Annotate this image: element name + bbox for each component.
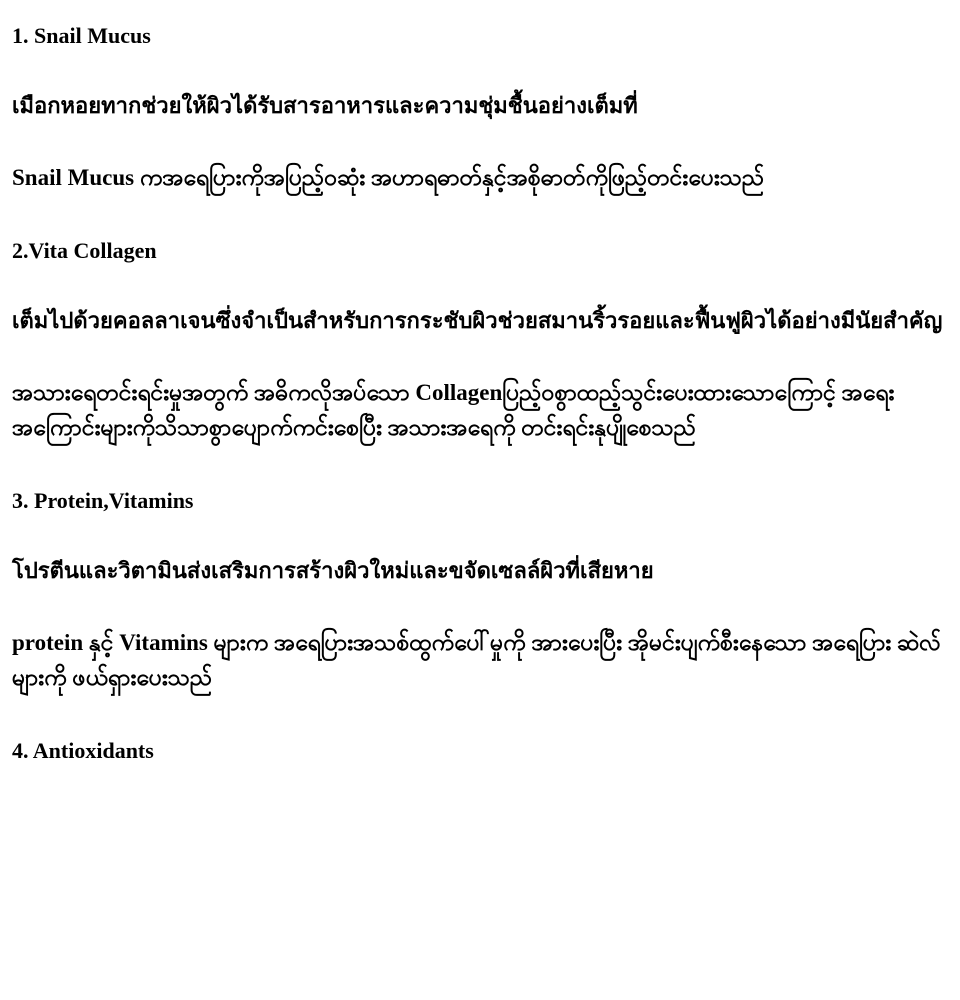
- section-heading: 4. Antioxidants: [12, 738, 154, 763]
- section-snail-mucus: [12, 20, 948, 195]
- burmese-description: အသားရေတင်းရင်းမှုအတွက် အဓိကလိုအပ်သော Collagenပြည့်ဝစွာထည့်သွင်းပေးထားသောကြောင့် အရေးအကြောင်းများကိုသိသာစွာပျောက်ကင်းစေပြီး အသားအရေကို တင်းရင်းနုပျိုစေသည်: [12, 380, 895, 440]
- section-vita-collagen: [12, 235, 948, 445]
- document-body: [12, 20, 948, 805]
- section-heading: 3. Protein,Vitamins: [12, 488, 194, 513]
- section-protein-vitamins: [12, 485, 948, 695]
- burmese-description: protein နှင့် Vitamins များက အရေပြားအသစ်ထွက်ပေါ်မှုကို အားပေးပြီး အိုမင်းပျက်စီးနေသော အရေပြား ဆဲလ် များကို ဖယ်ရှားပေးသည်: [12, 630, 941, 690]
- thai-description: โปรตีนและวิตามินส่งเสริมการสร้างผิวใหม่และขจัดเซลล์ผิวที่เสียหาย: [12, 559, 654, 584]
- thai-description: เมือกหอยทากช่วยให้ผิวได้รับสารอาหารและความชุ่มชื้นอย่างเต็มที่: [12, 94, 638, 119]
- section-antioxidants: [12, 735, 948, 767]
- burmese-description: Snail Mucus ကအရေပြားကိုအပြည့်ဝဆုံး အဟာရဓာတ်နှင့်အစိုဓာတ်ကိုဖြည့်တင်းပေးသည်: [12, 165, 765, 190]
- thai-description: เต็มไปด้วยคอลลาเจนซึ่งจำเป็นสำหรับการกระชับผิวช่วยสมานริ้วรอยและฟื้นฟูผิวได้อย่างมีนัยสำคัญ: [12, 309, 943, 334]
- section-heading: 2.Vita Collagen: [12, 238, 157, 263]
- section-heading: 1. Snail Mucus: [12, 23, 151, 48]
